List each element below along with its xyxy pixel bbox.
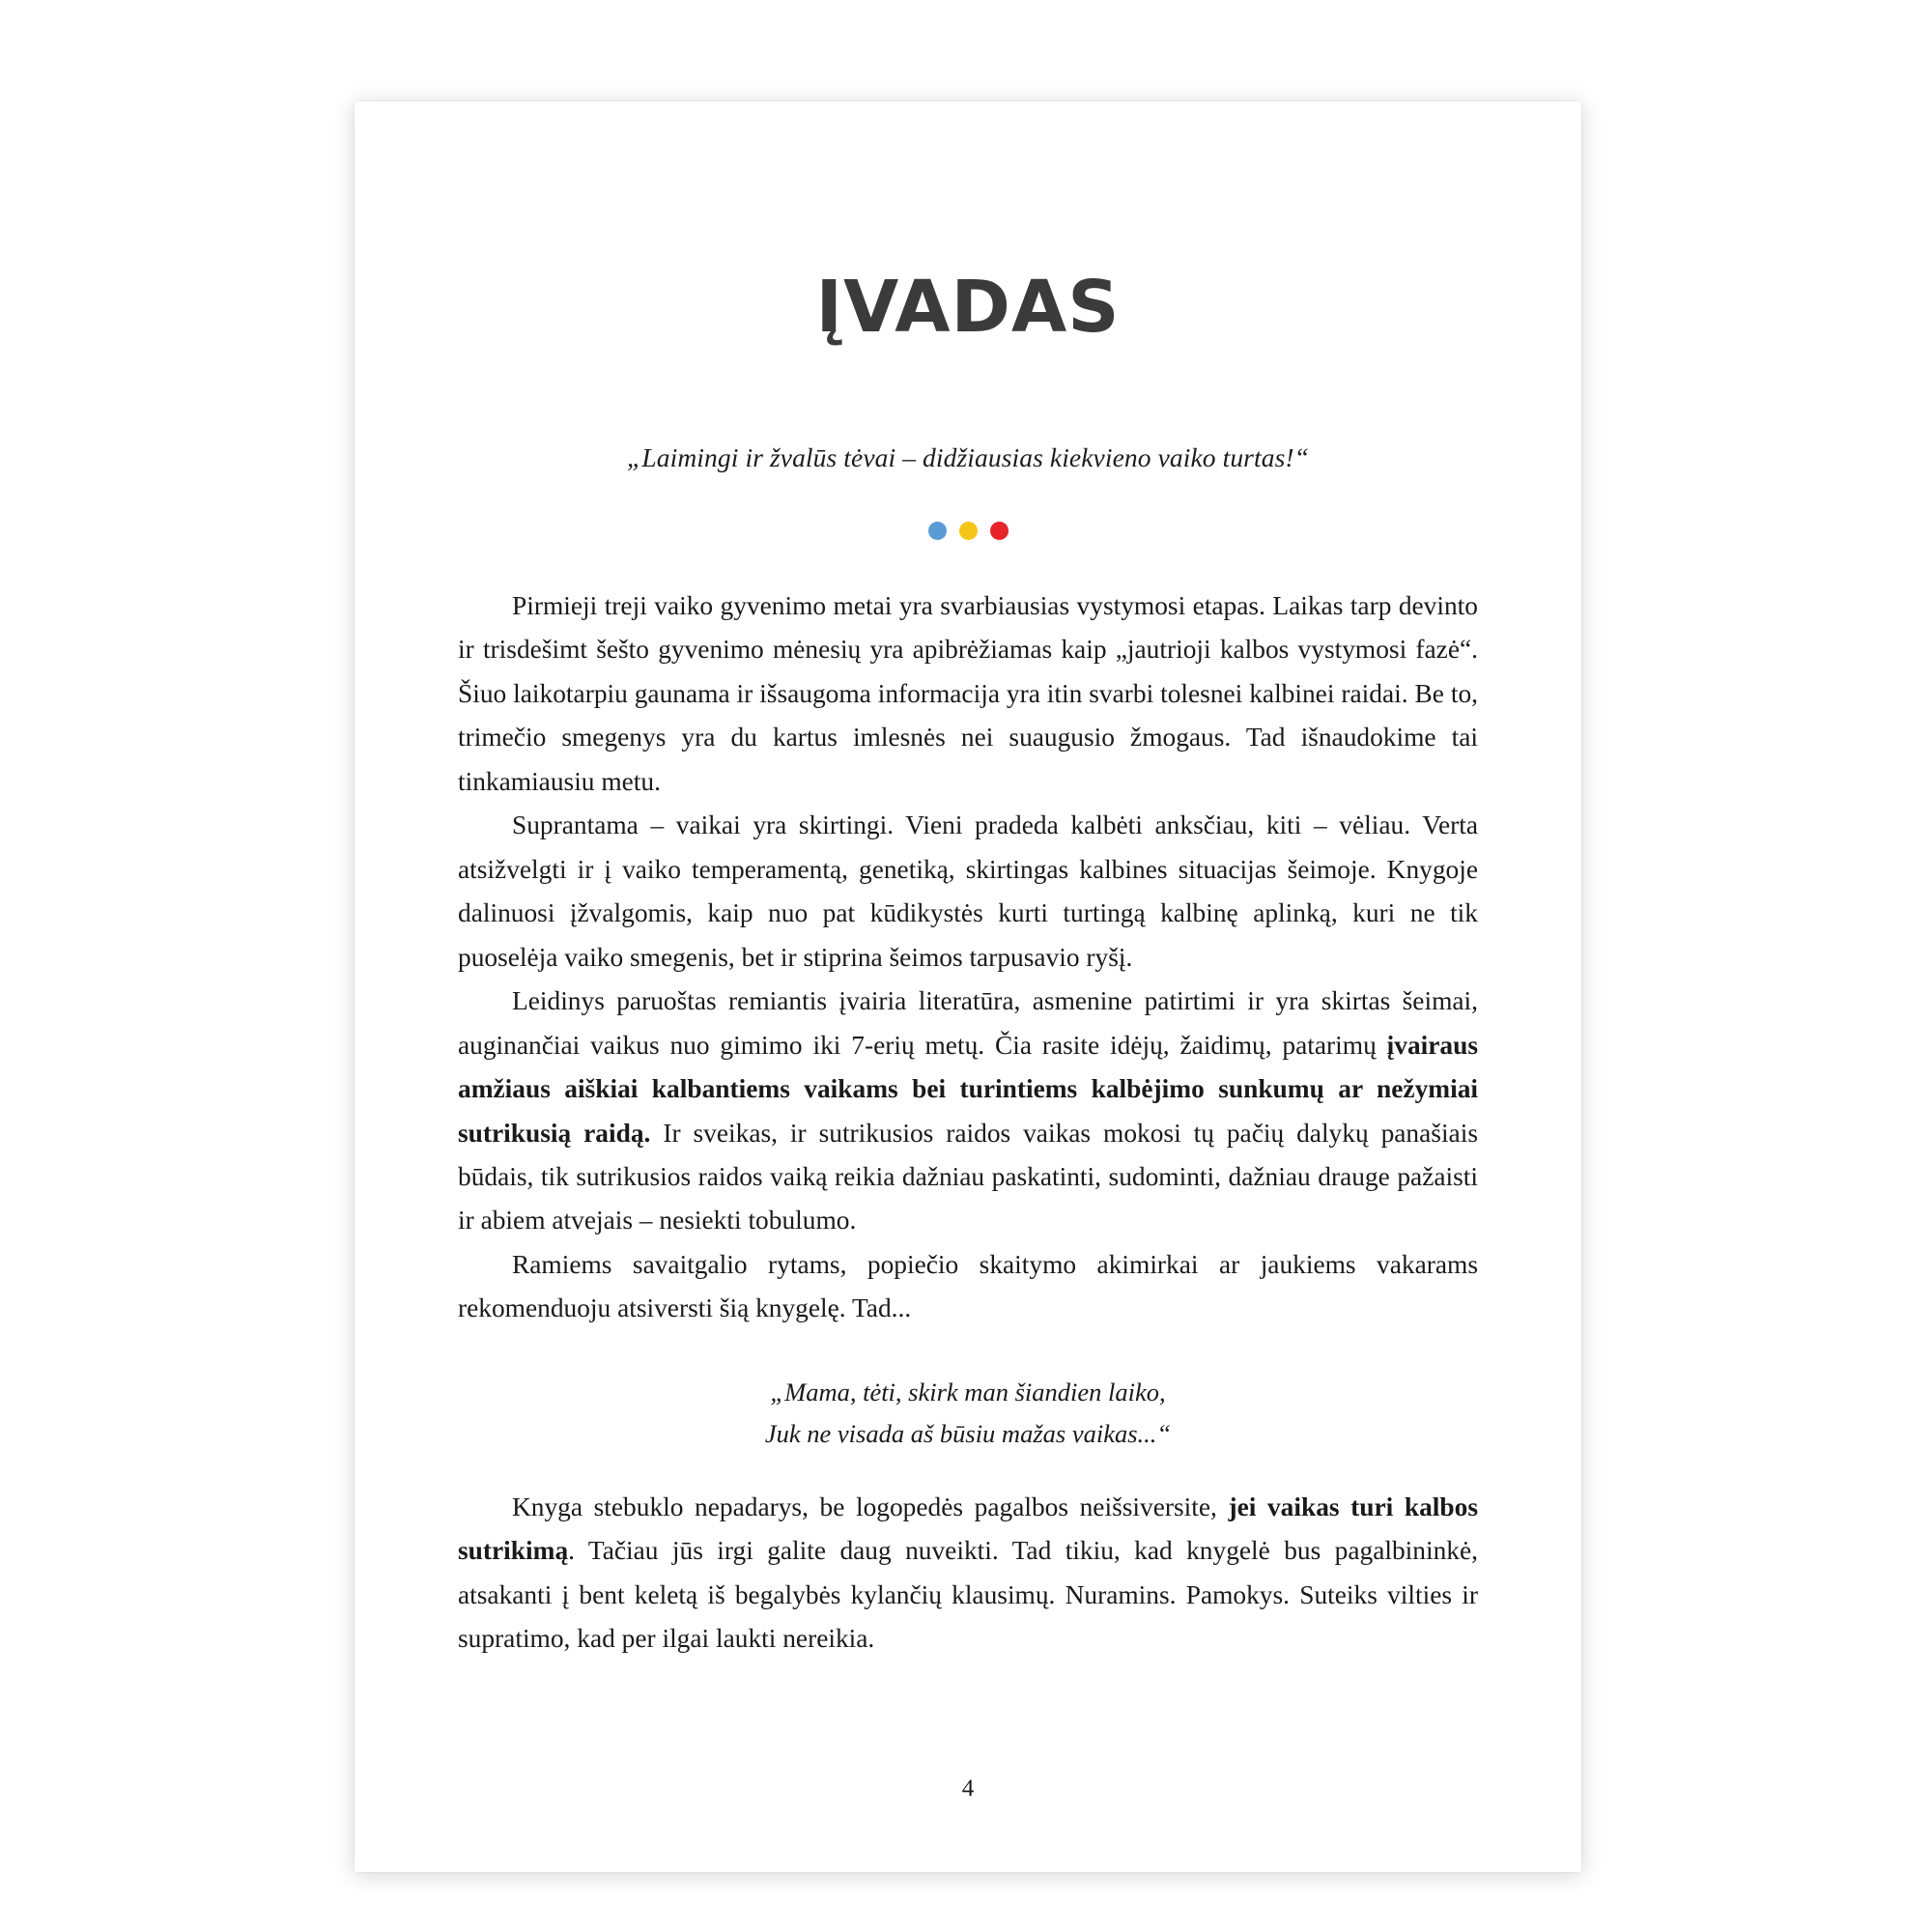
text-run: Leidinys paruoštas remiantis įvairia literatūra, asmenine patirtimi ir yra skirtas šeimai, auginančiai vaikus nuo gimimo iki 7-erių metų. Čia rasite idėjų, žaidimų, patarimų <box>458 986 1478 1060</box>
dot-blue-icon <box>928 522 947 540</box>
text-run: Knyga stebuklo nepadarys, be logopedės pagalbos neišsiversite, <box>512 1492 1229 1521</box>
paragraph-2 <box>458 804 1478 980</box>
document-page <box>355 101 1581 1872</box>
text-run: Ramiems savaitgalio rytams, popiečio skaitymo akimirkai ar jaukiems vakarams rekomenduoju atsiversti šią knygelę. Tad... <box>458 1249 1478 1323</box>
text-run: . Tačiau jūs irgi galite daug nuveikti. Tad tikiu, kad knygelė bus pagalbininkė, atsakanti į bent keletą iš begalybės kylančių klausimų. Nuramins. Pamokys. Suteiks vilties ir supratimo, kad per ilgai laukti nereikia. <box>458 1536 1478 1654</box>
paragraph-4 <box>458 1243 1478 1331</box>
bold-run: įvairaus amžiaus aiškiai kalbantiems vaikams bei turintiems kalbėjimo sunkumų ar nežymiai sutrikusią raidą. <box>458 1030 1478 1148</box>
epigraph-quote: „Laimingi ir žvalūs tėvai – didžiausias kiekvieno vaiko turtas!“ <box>626 441 1310 472</box>
page-title: ĮVADAS <box>815 266 1121 349</box>
dot-red-icon <box>990 522 1009 540</box>
verse-line-2: Juk ne visada aš būsiu mažas vaikas...“ <box>764 1418 1172 1448</box>
dot-yellow-icon <box>959 522 978 540</box>
text-run: Pirmieji treji vaiko gyvenimo metai yra svarbiausias vystymosi etapas. Laikas tarp devinto ir trisdešimt šešto gyvenimo mėnesių yra apibrėžiamas kaip „jautrioji kalbos vystymosi fazė“. Šiuo laikotarpiu gaunama ir išsaugoma informacija yra itin svarbi tolesnei kalbinei raidai. Be to, trimečio smegenys yra du kartus imlesnės nei suaugusio žmogaus. Tad išnaudokime tai tinkamiausiu metu. <box>458 590 1478 796</box>
paragraph-1 <box>458 584 1478 804</box>
bold-run: jei vaikas turi kalbos sutrikimą <box>458 1492 1478 1566</box>
ornament-dots <box>458 522 1478 540</box>
text-run: Ir sveikas, ir sutrikusios raidos vaikas mokosi tų pačių dalykų panašiais būdais, tik sutrikusios raidos vaiką reikia dažniau paskatinti, sudominti, dažniau drauge pažaisti ir abiem atvejais – nesiekti tobulumo. <box>458 1118 1478 1236</box>
verse-block <box>458 1331 1478 1486</box>
paragraph-5 <box>458 1486 1478 1662</box>
paragraph-3 <box>458 980 1478 1243</box>
body-text <box>458 540 1478 1662</box>
verse-line-1: „Mama, tėti, skirk man šiandien laiko, <box>770 1377 1166 1406</box>
text-run: Suprantama – vaikai yra skirtingi. Vieni pradeda kalbėti anksčiau, kiti – vėliau. Verta atsižvelgti ir į vaiko temperamentą, genetiką, skirtingas kalbines situacijas šeimoje. Knygoje dalinuosi įžvalgomis, kaip nuo pat kūdikystės kurti turtingą kalbinę aplinką, kuri ne tik puoselėja vaiko smegenis, bet ir stiprina šeimos tarpusavio ryšį. <box>458 810 1478 972</box>
page-number: 4 <box>961 1776 975 1802</box>
